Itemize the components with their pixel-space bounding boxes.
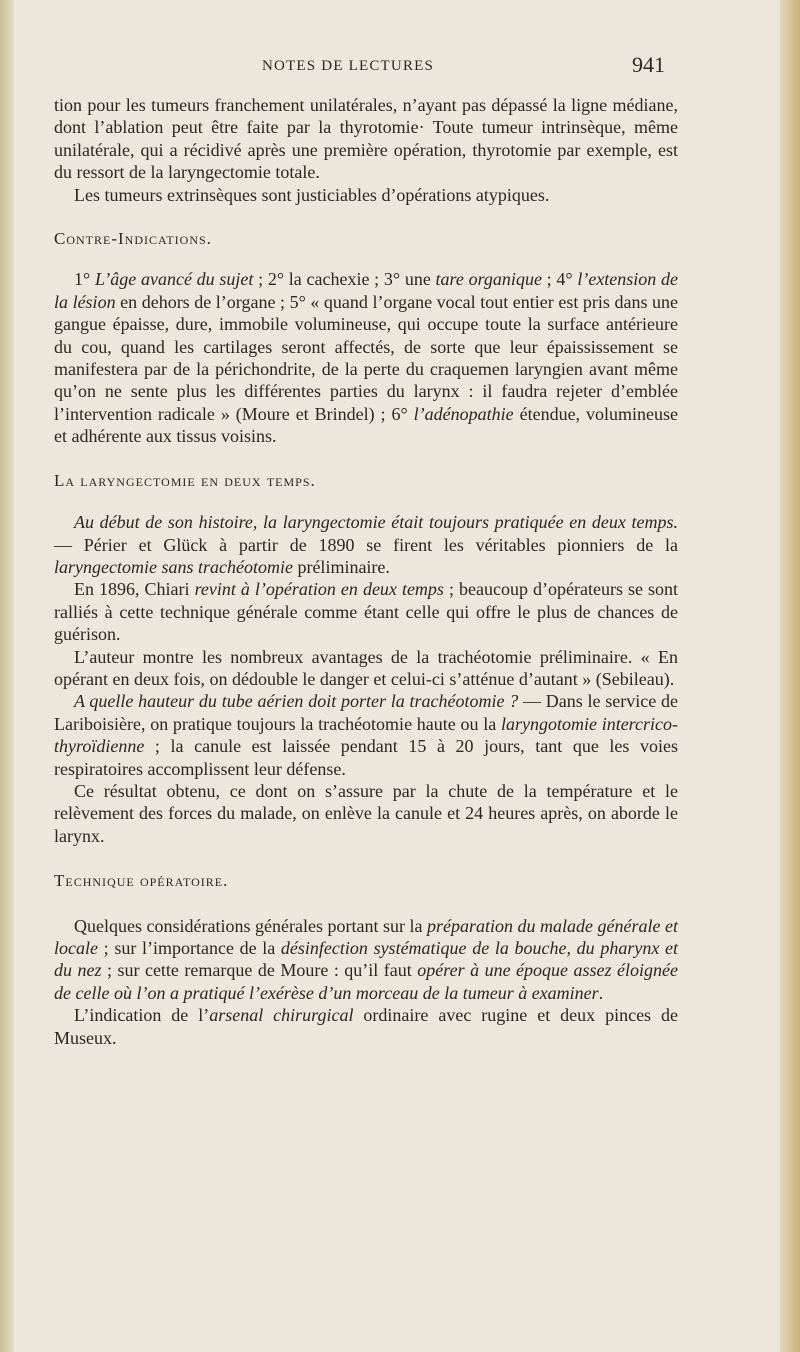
section-heading-laryngectomie: La laryngectomie en deux temps. <box>54 470 316 490</box>
paragraph: tion pour les tumeurs franchement unilatérales, n’ayant pas dépassé la ligne médiane, dont l’ablation peut être faite par la thyrotomie· Toute tumeur intrinsèque, même unilatérale, qui a récidivé après une première opération, thyrotomie par exemple, est du ressort de la laryngectomie totale. <box>54 95 678 183</box>
paragraph: Les tumeurs extrinsèques sont justiciables d’opérations atypiques. <box>74 184 550 205</box>
running-header <box>14 50 780 80</box>
body-text <box>54 94 678 1049</box>
section-heading-technique: Technique opératoire. <box>54 871 229 891</box>
section-heading-contre-indications: Contre-Indications. <box>54 229 212 249</box>
paragraph: En 1896, Chiari revint à l’opération en deux temps ; beaucoup d’opérateurs se sont ralliés à cette technique générale comme étant celle qui offre le plus de chances de guérison. <box>54 579 678 645</box>
scan-edge-left <box>0 0 14 1352</box>
paragraph: Au début de son histoire, la laryngectomie était toujours pratiquée en deux temps. — Périer et Glück à partir de 1890 se firent les véritables pionniers de la laryngectomie sans trachéotomie préliminaire. <box>54 512 678 577</box>
paragraph: A quelle hauteur du tube aérien doit porter la trachéotomie ? — Dans le service de Lariboisière, on pratique toujours la trachéotomie haute ou la laryngotomie intercrico-thyroïdienne ; la canule est laissée pendant 15 à 20 jours, tant que les voies respiratoires accomplissent leur défense. <box>54 691 678 779</box>
paragraph: L’auteur montre les nombreux avantages de la trachéotomie préliminaire. « En opérant en deux fois, on dédouble le danger et celui-ci s’atténue d’autant » (Sebileau). <box>54 646 678 689</box>
paragraph: L’indication de l’arsenal chirurgical ordinaire avec rugine et deux pinces de Museux. <box>54 1005 678 1048</box>
paragraph: Quelques considérations générales portant sur la préparation du malade générale et locale ; sur l’importance de la désinfection systématique de la bouche, du pharynx et du nez ; sur cette remarque de Moure : qu’il faut opérer à une époque assez éloignée de celle où l’on a pratiqué l’exérèse d’un morceau de la tumeur à examiner. <box>54 915 678 1003</box>
running-title: NOTES DE LECTURES <box>262 58 435 74</box>
page-number: 941 <box>632 52 665 77</box>
paragraph-contre-indications: 1° L’âge avancé du sujet ; 2° la cachexie ; 3° une tare organique ; 4° l’extension de la lésion en dehors de l’organe ; 5° « quand l’organe vocal tout entier est pris dans une gangue épaisse, dure, immobile volumineuse, qui occupe toute la surface antérieure du cou, quand les cartilages seront affectés, de sorte que leur épaississement se manifestera par de la périchondrite, de la perte du craquemen laryngien avant même qu’on ne sente plus les différentes parties du larynx : il faudra rejeter d’emblée l’intervention radicale » (Moure et Brindel) ; 6° l’adénopathie étendue, volumineuse et adhérente aux tissus voisins. <box>54 269 679 447</box>
paragraph: Ce résultat obtenu, ce dont on s’assure par la chute de la température et le relèvement des forces du malade, on enlève la canule et 24 heures après, on aborde le larynx. <box>54 780 678 846</box>
book-page <box>14 0 780 1352</box>
scan-edge-right <box>780 0 800 1352</box>
